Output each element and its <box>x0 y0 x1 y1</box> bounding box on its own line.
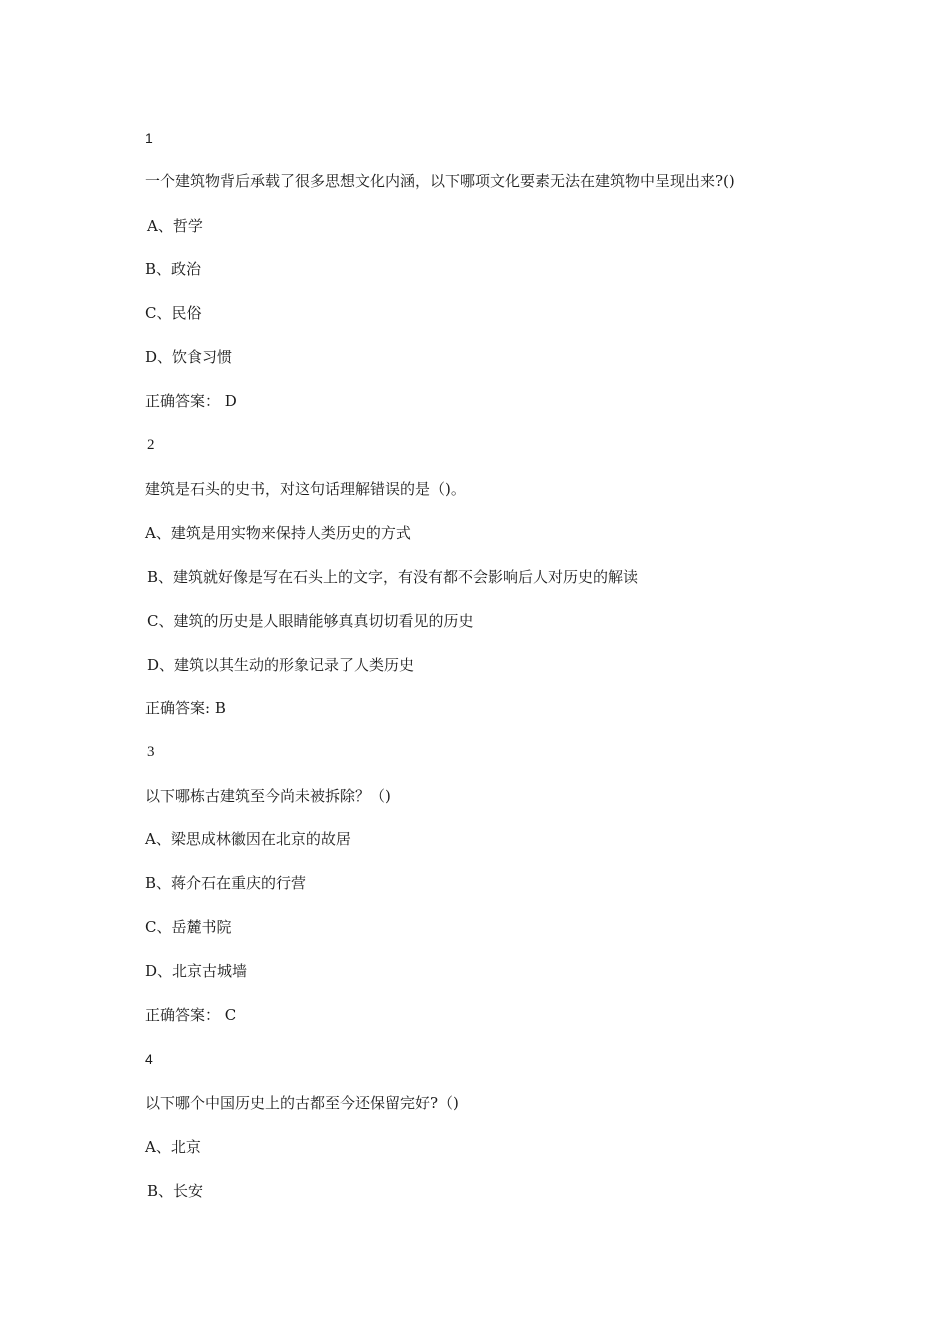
question-text: 一个建筑物背后承载了很多思想文化内涵，以下哪项文化要素无法在建筑物中呈现出来?() <box>145 172 735 190</box>
question-number: 1 <box>145 130 153 146</box>
option: B、蒋介石在重庆的行营 <box>145 874 307 892</box>
option: B、建筑就好像是写在石头上的文字，有没有都不会影响后人对历史的解读 <box>147 568 639 586</box>
question-text: 建筑是石头的史书，对这句话理解错误的是（)。 <box>145 480 466 498</box>
option: B、政治 <box>145 260 202 278</box>
question-number: 4 <box>145 1051 153 1067</box>
option: B、长安 <box>147 1182 204 1200</box>
correct-answer: 正确答案： D <box>145 392 237 410</box>
option: A、北京 <box>145 1138 201 1156</box>
option: A、建筑是用实物来保持人类历史的方式 <box>145 524 411 542</box>
option: D、北京古城墙 <box>145 962 248 980</box>
question-text: 以下哪栋古建筑至今尚未被拆除？（) <box>145 787 391 805</box>
option: D、建筑以其生动的形象记录了人类历史 <box>147 656 415 674</box>
correct-answer: 正确答案: B <box>145 699 226 717</box>
option: C、建筑的历史是人眼睛能够真真切切看见的历史 <box>147 612 474 630</box>
option: A、梁思成林徽因在北京的故居 <box>145 830 351 848</box>
question-number: 2 <box>147 437 155 453</box>
option: C、岳麓书院 <box>145 918 232 936</box>
option: A、哲学 <box>147 217 203 235</box>
option: D、饮食习惯 <box>145 348 233 366</box>
question-text: 以下哪个中国历史上的古都至今还保留完好?（) <box>145 1094 459 1112</box>
correct-answer: 正确答案： C <box>145 1006 237 1024</box>
question-number: 3 <box>147 744 155 760</box>
option: C、民俗 <box>145 304 202 322</box>
